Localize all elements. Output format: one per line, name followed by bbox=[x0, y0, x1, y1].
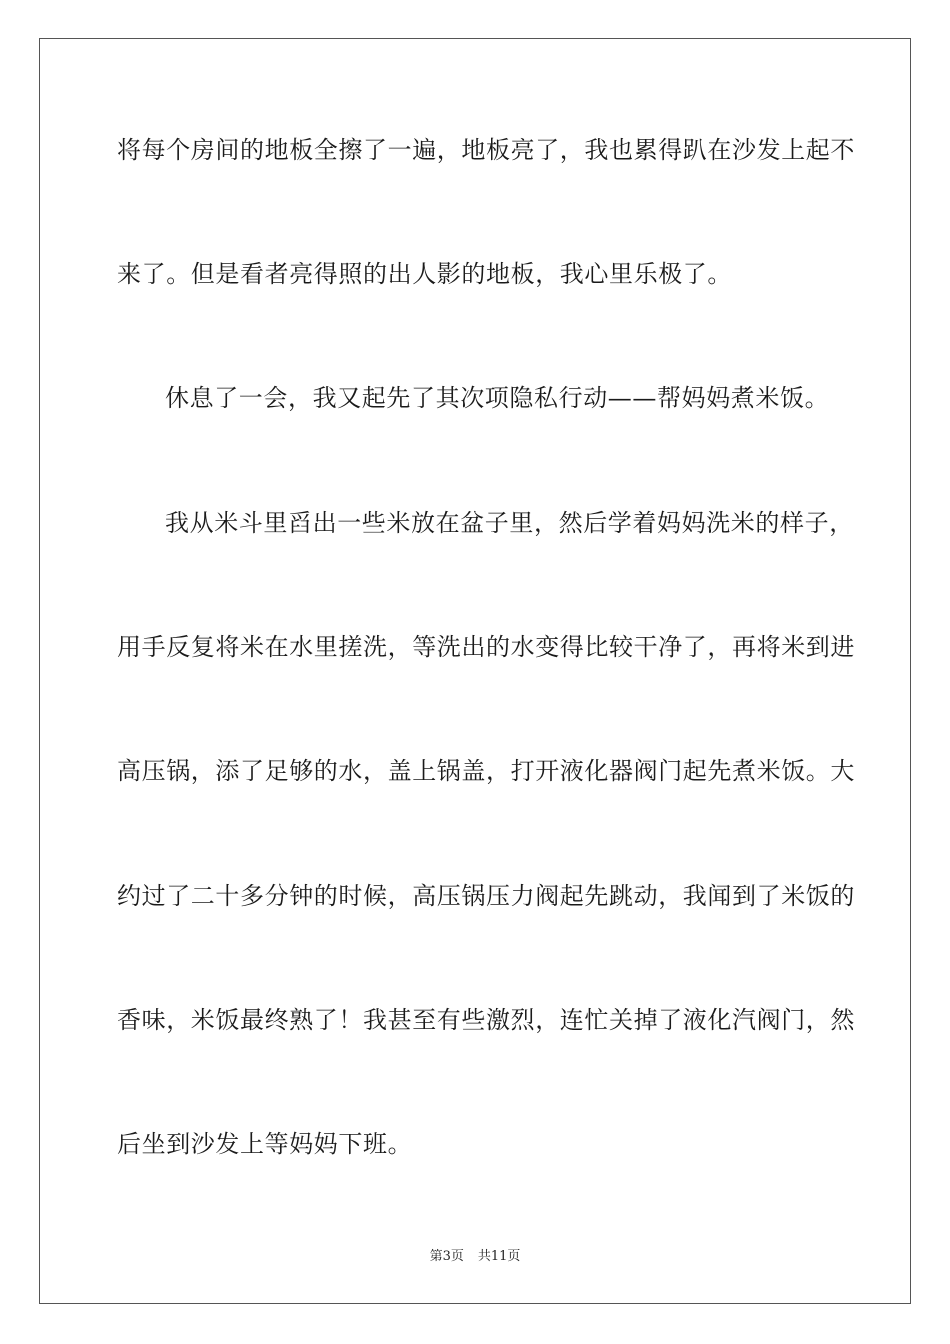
text-line-5: 用手反复将米在水里搓洗，等洗出的水变得比较干净了，再将米到进 bbox=[117, 633, 855, 661]
page-footer bbox=[0, 1248, 950, 1266]
text-line-4: 我从米斗里舀出一些米放在盆子里，然后学着妈妈洗米的样子， bbox=[165, 509, 854, 537]
text-line-2: 来了。但是看者亮得照的出人影的地板，我心里乐极了。 bbox=[117, 260, 732, 288]
text-line-7: 约过了二十多分钟的时候，高压锅压力阀起先跳动，我闻到了米饭的 bbox=[117, 882, 855, 910]
page-border bbox=[39, 38, 911, 1304]
text-line-1: 将每个房间的地板全擦了一遍，地板亮了，我也累得趴在沙发上起不 bbox=[117, 136, 855, 164]
page-number: 第3页 bbox=[429, 1249, 464, 1264]
text-line-6: 高压锅，添了足够的水，盖上锅盖，打开液化器阀门起先煮米饭。大 bbox=[117, 757, 855, 785]
text-line-3: 休息了一会，我又起先了其次项隐私行动——帮妈妈煮米饭。 bbox=[165, 384, 830, 412]
text-line-9: 后坐到沙发上等妈妈下班。 bbox=[117, 1130, 413, 1158]
page-total: 共11页 bbox=[477, 1249, 521, 1264]
text-line-8: 香味，米饭最终熟了！我甚至有些激烈，连忙关掉了液化汽阀门，然 bbox=[117, 1006, 855, 1034]
